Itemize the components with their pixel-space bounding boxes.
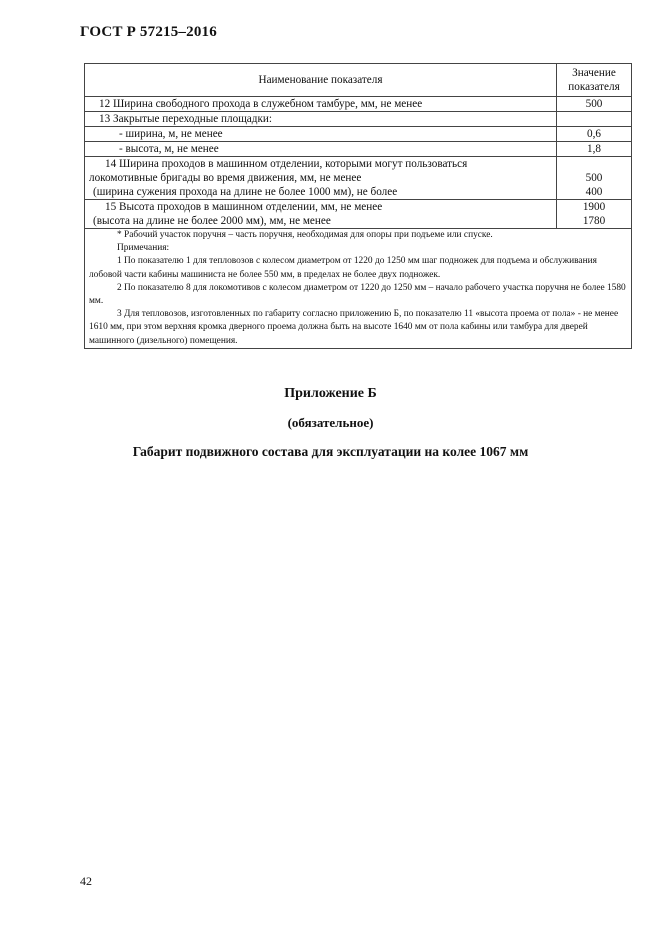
row-14-value1: 500 (585, 172, 603, 184)
row-15-value2: 1780 (582, 215, 606, 227)
document-code: ГОСТ Р 57215–2016 (80, 24, 217, 40)
row-13-sub2-value: 1,8 (557, 142, 632, 157)
row-13-title: 13 Закрытые переходные площадки: (85, 112, 557, 127)
row-14-values (557, 157, 632, 200)
row-14-name (85, 157, 557, 200)
row-13-sub2 (85, 142, 557, 157)
indicators-table (84, 63, 632, 349)
row-15-value1: 1900 (582, 201, 606, 213)
row-12-value: 500 (557, 97, 632, 112)
row-15-line1: 15 Высота проходов в машинном отделении, мм, не менее (105, 201, 383, 213)
row-13-sub1-value: 0,6 (557, 127, 632, 142)
row-13-empty-value (557, 112, 632, 127)
table-row (85, 127, 632, 142)
column-header-name: Наименование показателя (85, 64, 557, 97)
row-15-name (85, 200, 557, 229)
table-row (85, 157, 632, 200)
appendix-title: Приложение Б (284, 386, 377, 401)
row-14-line2: локомотивные бригады во время движения, мм, не менее (89, 172, 362, 184)
note-2: 2 По показателю 8 для локомотивов с колесом диаметром от 1220 до 1250 мм – начало рабочего участка поручня не более 1580 мм. (89, 282, 626, 307)
column-header-value-line2: показателя (568, 81, 620, 93)
footnote: * Рабочий участок поручня – часть поручня, необходимая для опоры при подъеме или спуске. (117, 230, 493, 240)
row-13-sub2-label: - высота, м, не менее (119, 143, 219, 155)
row-13-sub1 (85, 127, 557, 142)
row-14-value2: 400 (585, 186, 603, 198)
page-number: 42 (80, 874, 92, 888)
row-14-line1: 14 Ширина проходов в машинном отделении, которыми могут пользоваться (105, 158, 468, 170)
table-notes (85, 229, 632, 349)
column-header-value-line1: Значение (572, 67, 616, 79)
row-15-values (557, 200, 632, 229)
row-12-name: 12 Ширина свободного прохода в служебном тамбуре, мм, не менее (85, 97, 557, 112)
table-row (85, 97, 632, 112)
table-notes-row (85, 229, 632, 349)
table-row (85, 112, 632, 127)
note-1: 1 По показателю 1 для тепловозов с колесом диаметром от 1220 до 1250 мм шаг подножек для подъема и обслуживания лобовой части кабины машиниста не более 550 мм, в пределах не более двух подножек. (89, 256, 597, 280)
row-13-sub1-label: - ширина, м, не менее (119, 128, 223, 140)
row-15-line2: (высота на длине не более 2000 мм), мм, не менее (93, 215, 331, 227)
column-header-value (557, 64, 632, 97)
notes-heading: Примечания: (117, 243, 170, 254)
row-14-line3: (ширина сужения прохода на длине не более 1000 мм), не более (93, 186, 398, 198)
table-row (85, 200, 632, 229)
table-header-row (85, 64, 632, 97)
table-row (85, 142, 632, 157)
appendix-status: (обязательное) (287, 415, 374, 430)
note-3: 3 Для тепловозов, изготовленных по габариту согласно приложению Б, по показателю 11 «высота проема от пола» - не менее 1610 мм, при этом верхняя кромка дверного проема должна быть на высоте 1640 мм от пола кабины или тамбура для дверей машинного (дизельного) помещения. (89, 309, 619, 346)
appendix-heading: Габарит подвижного состава для эксплуатации на колее 1067 мм (132, 444, 529, 459)
